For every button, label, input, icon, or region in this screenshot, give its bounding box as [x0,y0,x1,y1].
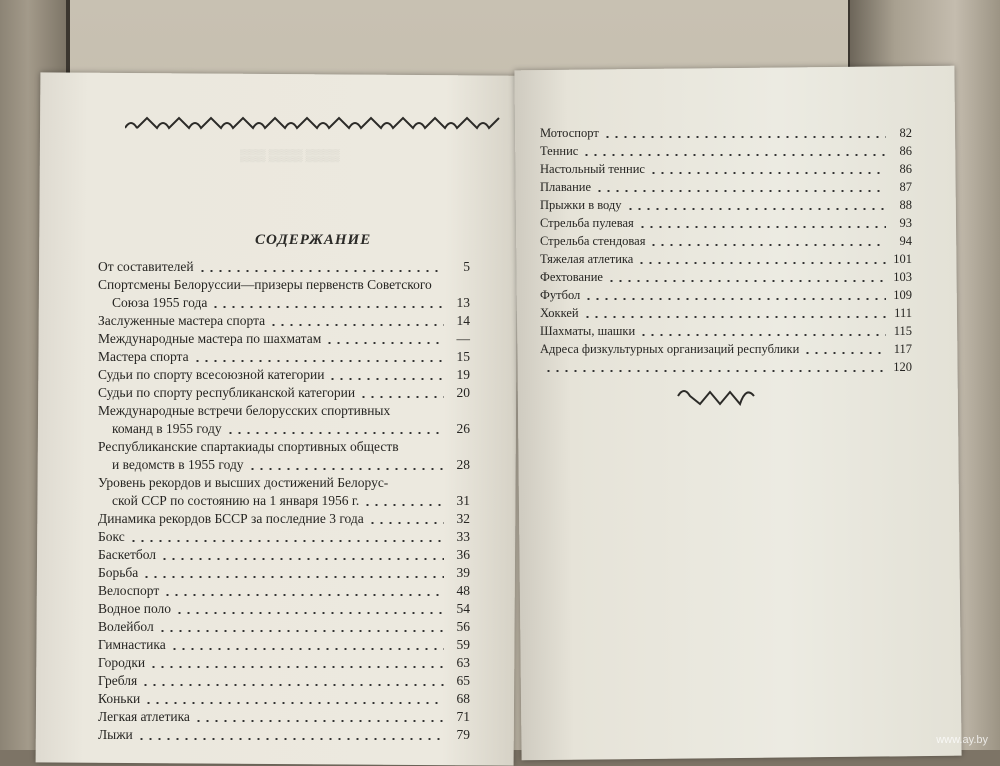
decorative-ornament-top [125,114,505,134]
toc-entry [98,510,470,528]
toc-page-number: 86 [899,162,912,176]
toc-entry-title: Гребля [98,673,138,688]
toc-entry-title: Бокс [98,529,125,544]
toc-entry [98,366,470,384]
toc-entry-title: Союза 1955 года [112,295,208,310]
dot-leader [149,666,444,668]
toc-page-number: 26 [456,421,470,436]
toc-entry-title: Мастера спорта [98,349,189,364]
toc-page-number: 48 [456,583,470,598]
toc-entry-title: Коньки [98,691,141,706]
toc-page-number: 86 [899,144,912,158]
toc-entry-title: От составителей [98,259,194,274]
toc-entry-title: Гимнастика [98,637,166,652]
toc-entry [540,304,912,322]
toc-entry [98,384,470,402]
toc-entry [540,268,912,286]
dot-leader [803,352,886,354]
dot-leader [359,396,444,398]
toc-entry [98,546,470,564]
toc-entry [98,636,470,654]
toc-page-number: 88 [899,198,912,212]
toc-page-number: 65 [456,673,470,688]
toc-page-number: 115 [893,324,912,338]
dot-leader [158,630,444,632]
toc-page-number: 5 [463,259,470,274]
toc-entry [98,564,470,582]
toc-entry [98,402,470,438]
right-toc [540,124,912,376]
toc-entry [98,312,470,330]
toc-entry [98,600,470,618]
toc-entry [98,528,470,546]
toc-entry [540,232,912,250]
dot-leader [198,270,444,272]
toc-entry-title: Велоспорт [98,583,160,598]
toc-entry [98,690,470,708]
toc-page-number: 103 [893,270,912,284]
dot-leader [639,334,886,336]
toc-page-number: 79 [456,727,470,742]
toc-page-number: 82 [899,126,912,140]
toc-entry-title: Волейбол [98,619,154,634]
toc-entry-title: Теннис [540,144,579,158]
show-through-text: ▒▒▒ ▒▒▒▒ ▒▒▒▒ [240,148,340,162]
toc-page-number: 33 [456,529,470,544]
toc-page-number: 13 [456,295,470,310]
toc-page-number: 117 [893,342,912,356]
toc-entry-title: Судьи по спорту республиканской категории [98,385,356,400]
left-toc [98,258,470,744]
toc-entry [98,258,470,276]
toc-page-number: 68 [456,691,470,706]
dot-leader [583,316,886,318]
toc-entry [540,286,912,304]
toc-entry-title-line1: Уровень рекордов и высших достижений Белорус- [98,475,389,490]
decorative-ornament-bottom [676,384,756,406]
dot-leader [582,154,886,156]
dot-leader [269,324,444,326]
dot-leader [595,190,886,192]
toc-entry-title: Настольный теннис [540,162,645,176]
toc-entry-title: Борьба [98,565,139,580]
toc-entry [540,196,912,214]
toc-page-number: 101 [893,252,912,266]
toc-entry-title: Адреса физкультурных организаций республики [540,342,800,356]
watermark-text: www.ay.by [936,734,988,746]
toc-entry [98,330,470,348]
toc-page-number: 15 [456,349,470,364]
toc-page-number: 120 [893,360,912,374]
toc-entry-title: Мотоспорт [540,126,599,140]
toc-entry [540,160,912,178]
toc-entry [540,214,912,232]
toc-entry-title: Лыжи [98,727,133,742]
toc-entry-title: Стрельба стендовая [540,234,646,248]
toc-page-number: 71 [456,709,470,724]
toc-entry-title: Плавание [540,180,592,194]
toc-entry-title: Городки [98,655,146,670]
toc-entry [98,708,470,726]
toc-entry-title: ской ССР по состоянию на 1 января 1956 г. [112,493,360,508]
dot-leader [226,432,444,434]
toc-page-number: — [456,331,470,346]
toc-entry [98,582,470,600]
toc-entry [540,250,912,268]
toc-entry-title: Фехтование [540,270,603,284]
toc-entry [540,124,912,142]
toc-entry-title: Судьи по спорту всесоюзной категории [98,367,325,382]
toc-page-number: 94 [899,234,912,248]
toc-entry-title: Водное поло [98,601,172,616]
toc-entry [98,654,470,672]
toc-entry [540,142,912,160]
toc-entry-title-line1: Спортсмены Белоруссии—призеры первенств Советского [98,277,432,292]
toc-page-number: 19 [456,367,470,382]
dot-leader [194,720,444,722]
dot-leader [325,342,444,344]
toc-entry-title: Динамика рекордов БССР за последние 3 года [98,511,364,526]
dot-leader [328,378,444,380]
dot-leader [211,306,444,308]
toc-entry [98,276,470,312]
toc-entry-title: Заслуженные мастера спорта [98,313,266,328]
toc-entry-title-line1: Республиканские спартакиады спортивных обществ [98,439,399,454]
toc-entry [540,358,912,376]
toc-entry-title: Международные мастера по шахматам [98,331,322,346]
dot-leader [175,612,444,614]
toc-entry [98,618,470,636]
dot-leader [248,468,444,470]
dot-leader [142,576,444,578]
toc-entry [540,178,912,196]
toc-page-number: 28 [456,457,470,472]
toc-page-number: 56 [456,619,470,634]
toc-entry-title: Шахматы, шашки [540,324,636,338]
dot-leader [193,360,444,362]
toc-entry [540,340,912,358]
toc-entry-title: Легкая атлетика [98,709,190,724]
dot-leader [368,522,444,524]
dot-leader [163,594,444,596]
toc-page-number: 14 [456,313,470,328]
dot-leader [626,208,886,210]
toc-entry-title-line1: Международные встречи белорусских спортивных [98,403,391,418]
dot-leader [603,136,886,138]
toc-page-number: 32 [456,511,470,526]
dot-leader [649,244,886,246]
toc-page-number: 109 [893,288,912,302]
dot-leader [144,702,444,704]
toc-page-number: 31 [456,493,470,508]
toc-entry [98,672,470,690]
toc-page-number: 54 [456,601,470,616]
toc-entry-title: Футбол [540,288,581,302]
toc-entry-title: команд в 1955 году [112,421,222,436]
toc-page-number: 36 [456,547,470,562]
toc-entry-title: Прыжки в воду [540,198,622,212]
toc-page-number: 39 [456,565,470,580]
dot-leader [638,226,886,228]
dot-leader [607,280,886,282]
toc-entry-title: Хоккей [540,306,579,320]
toc-entry [98,438,470,474]
toc-entry [98,474,470,510]
toc-page-number: 93 [899,216,912,230]
toc-page-number: 87 [899,180,912,194]
dot-leader [141,684,444,686]
toc-page-number: 59 [456,637,470,652]
toc-page-number: 20 [456,385,470,400]
dot-leader [129,540,444,542]
dot-leader [544,370,886,372]
dot-leader [160,558,444,560]
toc-entry-title: Баскетбол [98,547,157,562]
toc-entry [540,322,912,340]
toc-entry-title: Тяжелая атлетика [540,252,634,266]
dot-leader [137,738,444,740]
contents-title: СОДЕРЖАНИЕ [255,232,372,248]
dot-leader [649,172,886,174]
toc-page-number: 63 [456,655,470,670]
dot-leader [363,504,444,506]
toc-page-number: 111 [894,306,912,320]
dot-leader [584,298,886,300]
toc-entry-title: Стрельба пулевая [540,216,634,230]
toc-entry [98,726,470,744]
dot-leader [170,648,444,650]
toc-entry [98,348,470,366]
dot-leader [637,262,886,264]
toc-entry-title: и ведомств в 1955 году [112,457,244,472]
